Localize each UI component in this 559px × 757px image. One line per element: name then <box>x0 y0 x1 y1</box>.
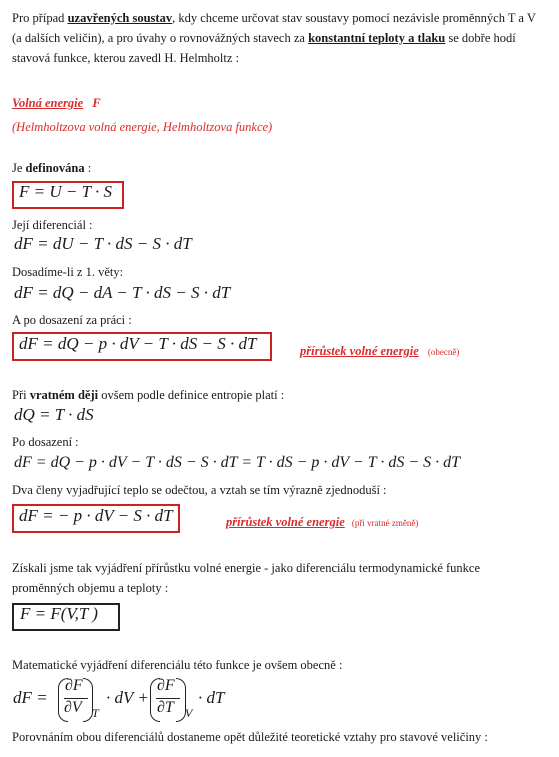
reversible-formula: dQ = T · dS <box>14 405 94 424</box>
substitution-formula: dF = dQ − p · dV − T · dS − S · dT = T · dS − p · dV − T · dS − S · dT <box>14 454 461 471</box>
reversible-label <box>12 387 284 403</box>
intro-line-1 <box>12 10 536 26</box>
definition-label <box>12 160 91 176</box>
work-label: A po dosazení za práci : <box>12 313 132 327</box>
definition-label-text: Je <box>12 161 26 175</box>
reversible-label-emphasis: vratném ději <box>29 388 99 402</box>
simplify-note <box>226 514 418 531</box>
intro-line-3: stavová funkce, kterou zavedl H. Helmholtz : <box>12 51 240 65</box>
math-diff-den-2: ∂T <box>157 699 174 716</box>
state-function-line-2: proměnných objemu a teploty : <box>12 581 169 595</box>
heading-title-line <box>12 95 101 111</box>
conclusion-text: Porovnáním obou diferenciálů dostaneme opět důležité teoretické vztahy pro stavové veličiny : <box>12 730 488 744</box>
work-note <box>300 343 459 360</box>
math-diff-label: Matematické vyjádření diferenciálu této funkce je ovšem obecně : <box>12 658 343 672</box>
simplify-note-text: přírůstek volné energie <box>226 515 345 529</box>
first-law-label: Dosadíme-li z 1. věty: <box>12 265 124 279</box>
intro-text: , kdy chceme určovat stav soustavy pomocí nezávisle proměnných T a V <box>172 11 536 25</box>
state-function-formula: F = F(V,T ) <box>20 604 98 623</box>
math-diff-num-1: ∂F <box>65 677 83 694</box>
work-note-small: (obecně) <box>427 347 460 357</box>
heading-subtitle: (Helmholtzova volná energie, Helmholtzova funkce) <box>12 120 273 134</box>
math-diff-tail: · dT <box>198 688 225 707</box>
substitution-label: Po dosazení : <box>12 435 79 449</box>
first-law-formula: dF = dQ − dA − T · dS − S · dT <box>14 283 231 302</box>
math-diff-den-1: ∂V <box>64 699 82 716</box>
math-diff-mid: · dV + <box>106 688 149 707</box>
differential-label: Její diferenciál : <box>12 218 93 232</box>
intro-emphasis-closed-systems: uzavřených soustav <box>67 11 173 25</box>
math-diff-lhs: dF = <box>13 688 48 707</box>
math-diff-num-2: ∂F <box>157 677 175 694</box>
intro-text: (a dalších veličin), a pro úvahy o rovnovážných stavech za <box>12 31 309 45</box>
intro-line-2 <box>12 30 516 46</box>
heading-symbol: F <box>92 96 101 110</box>
math-diff-sub-1: T <box>92 706 99 720</box>
intro-text: se dobře hodí <box>445 31 516 45</box>
simplify-note-small: (při vratné změně) <box>351 518 419 528</box>
simplify-label: Dva členy vyjadřující teplo se odečtou, a vztah se tím výrazně zjednoduší : <box>12 483 387 497</box>
work-note-text: přírůstek volné energie <box>300 344 419 358</box>
reversible-label-text: Při <box>12 388 30 402</box>
differential-formula: dF = dU − T · dS − S · dT <box>14 234 192 253</box>
simplify-formula: dF = − p · dV − S · dT <box>19 506 173 525</box>
definition-formula: F = U − T · S <box>19 182 113 201</box>
math-diff-sub-2: V <box>185 706 193 720</box>
work-formula: dF = dQ − p · dV − T · dS − S · dT <box>19 334 257 353</box>
intro-emphasis-constant-conditions: konstantní teploty a tlaku <box>308 31 446 45</box>
heading-title: Volná energie <box>12 96 84 110</box>
definition-label-text: : <box>84 161 92 175</box>
reversible-label-text: ovšem podle definice entropie platí : <box>98 388 285 402</box>
definition-label-emphasis: definována <box>25 161 85 175</box>
intro-text: Pro případ <box>12 11 68 25</box>
state-function-line-1: Získali jsme tak vyjádření přírůstku volné energie - jako diferenciálu termodynamické funkce <box>12 561 481 575</box>
